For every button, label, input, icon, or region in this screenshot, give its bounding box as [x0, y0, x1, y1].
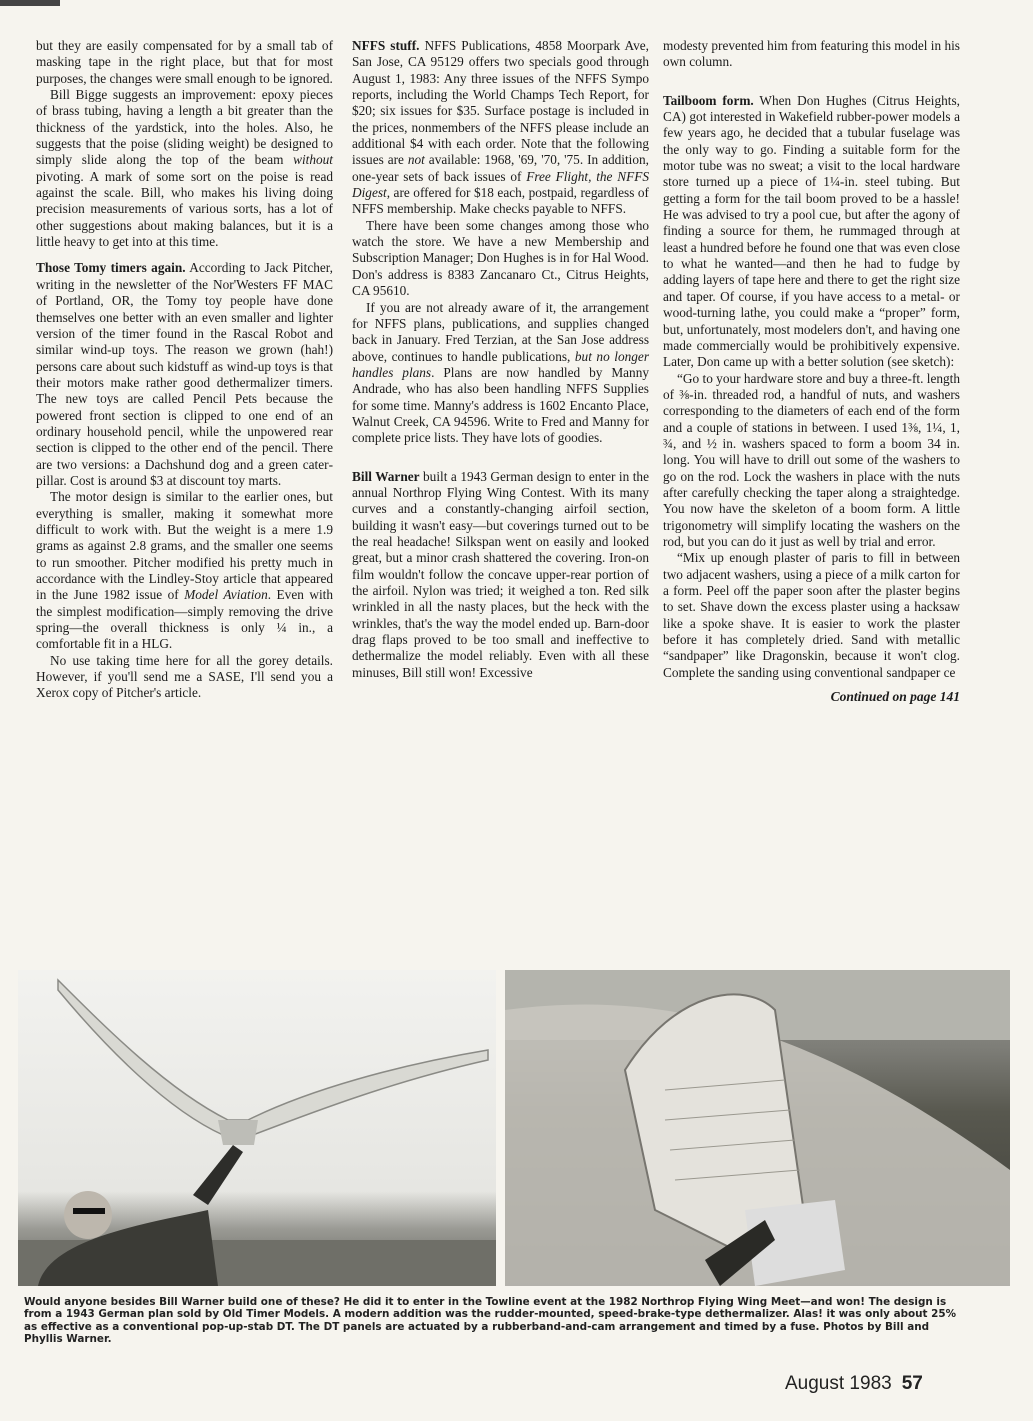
- text-run: NFFS Publications, 4858 Moorpark Ave, San Jose, CA 95129 offers two specials good through August 1, 1983: Any three issues of the NFFS Sympo reports, including the World Champs Tech Report, for $20; six issues for $35. Surface postage is included in the prices, nonmembers of the NFFS please include an additional $4 with each order. Note that the following issues are: [352, 38, 649, 168]
- paragraph: [352, 300, 649, 447]
- text-run: , are offered for $18 each, postpaid, regardless of NFFS membership. Make checks payable to NFFS.: [352, 185, 649, 217]
- text-run: . Plans are now handled by Manny Andrade, who has also been handling NFFS Supplies for some time. Manny's address is 1602 Encanto Place, Walnut Creek, CA 94596. Write to Fred and Manny for complete price lists. They have lots of goodies.: [352, 364, 649, 446]
- paragraph: [36, 260, 333, 489]
- page-number: 57: [901, 1373, 923, 1394]
- text-run: If you are not already aware of it, the arrangement for NFFS plans, publications, and supplies changed back in January. Fred Terzian, at the San Jose address above, continues to handle publications,: [352, 299, 649, 364]
- paragraph: [352, 469, 649, 681]
- text-run: built a 1943 German design to enter in the annual Northrop Flying Wing Contest. With its many curves and a constantly-changing airfoil section, building it wasn't easy—but coverings turned out to be the real headache! Silkspan went on easily and looked great, but a minor crash shattered the covering. Iron-on film wouldn't follow the concave upper-rear portion of the airfoil. Nylon was tried; it weighed a ton. Red silk wrinkled in all the nasty places, but the heck with the wrinkles, that's the way the model ended up. Barn-door drag flaps proved to be too small and ineffective to dethermalize the model reliably. Even with all these minuses, Bill still won! Excessive: [352, 468, 649, 680]
- text-run: When Don Hughes (Citrus Heights, CA) got interested in Wakefield rubber-power models a few years ago, he decided that a tubular fuselage was the only way to go. Finding a suitable form for the motor tube was no sweat; a visit to the local hardware store turned up a piece of 1¼-in. steel tubing. But getting a form for the tail boom proved to be a hassle! He was advised to try a pool cue, but after the agony of finding a source for them, he rummaged through at least a hundred before he found one that was even close to what he wanted—and then he had to fudge by adding layers of tape here and there to get the right size and taper. Of course, if you have access to a metal- or wood-turning lathe, you could make a “proper” form, but, unfortunately, most modelers don't, and having one made commercially would be prohibitively expensive. Later, Don came up with a better solution (see sketch):: [663, 92, 960, 370]
- text-run: According to Jack Pitcher, writing in the newsletter of the Nor'Westers FF MAC of Portland, OR, the Tomy toy people have done themselves one better with an even smaller and lighter version of the timer found in the Rascal Robot and similar wind-up toys. The reason we grown (hah!) persons care about such kidstuff as wind-up toys is that their motors make rather good dethermalizer timers. The new toys are called Pencil Pets because the powered front section is clipped to one end of an ordinary household pencil, while the unpowered rear section is clipped to the other end of the pencil. There are two versions: a Dachshund dog and a green caterpillar. Cost is around $3 at discount toy marts.: [36, 260, 333, 488]
- section-heading: Bill Warner: [352, 468, 420, 484]
- paragraph: [663, 550, 960, 681]
- text-run: The motor design is similar to the earlier ones, but everything is smaller, making it somewhat more difficult to work with. But the weight is a mere 1.9 grams as against 2.8 grams, and the smaller one seems to run smoother. Pitcher modified his pretty much in accordance with the Lindley-Stoy article that appeared in the June 1982 issue of: [36, 489, 333, 603]
- text-run: No use taking time here for all the gorey details. However, if you'll send me a SASE, I'll send you a Xerox copy of Pitcher's article.: [36, 652, 333, 701]
- paragraph: [352, 218, 649, 300]
- text-run: but they are easily compensated for by a small tab of masking tape in the right place, but that for most purposes, the changes were small enough to be ignored.: [36, 38, 333, 86]
- text-run: There have been some changes among those who watch the store. We have a new Membership and Subscription Manager; Don Hughes is in for Hal Wood. Don's address is 8383 Zancanaro Ct., Citrus Heights, CA 95610.: [352, 217, 649, 299]
- text-run: “Go to your hardware store and buy a three-ft. length of ⅜-in. threaded rod, a handful of nuts, and washers corresponding to the diameters of each end of the form and a couple of stations in between. I used 1⅜, 1¼, 1, ¾, and ½ in. washers spaced to form a boom 34 in. long. You will have to drill out some of the washers to go on the rod. Lock the washers in place with the nuts after carefully checking the taper along a straightedge. You now have the skeleton of a boom form. A little trigonometry will simplify locating the washers on the rod, but you can do it just as well by trial and error.: [663, 370, 960, 549]
- text-column-3: [663, 38, 960, 705]
- issue-date: August 1983: [785, 1373, 892, 1394]
- text-run: “Mix up enough plaster of paris to fill in between two adjacent washers, using a piece of a milk carton for a form. Peel off the paper soon after the plaster begins to set. Shave down the excess plaster using a hacksaw like a spoke shave. It is easier to work the plaster before it has completely dried. Sand with metallic “sandpaper” like Dragonskin, because it won't clog. Complete the sanding using conventional sandpaper ce: [663, 550, 960, 680]
- paragraph: [36, 87, 333, 250]
- paragraph: [36, 653, 333, 702]
- paragraph: [663, 93, 960, 371]
- text-run: Free Flight, the NFFS Digest: [352, 168, 650, 201]
- text-run: available: 1968, '69, '70, '75. In addition, one-year sets of back issues of: [352, 152, 649, 184]
- paragraph: [36, 489, 333, 652]
- photo-caption: Would anyone besides Bill Warner build one of these? He did it to enter in the Towline event at the 1982 Northrop Flying Wing Meet—and won! The design is from a 1943 German plan sold by Old Timer Models. A modern addition was the rudder-mounted, speed-brake-type dethermalizer. Alas! it was only about 25% as effective as a conventional pop-up-stab DT. The DT panels are actuated by a rubberband-and-cam arrangement and timed by a fuse. Photos by Bill and Phyllis Warner.: [24, 1296, 957, 1346]
- paragraph: [352, 38, 649, 218]
- text-run: pivoting. A mark of some sort on the poise is read against the scale. Bill, who makes his living doing precision measurements of various sorts, has a lot of other suggestions about making balances, but it is a little heavy to get into at this time.: [36, 168, 333, 250]
- section-heading: Those Tomy timers again.: [36, 260, 186, 276]
- text-column-1: [36, 38, 333, 702]
- text-run: Bill Bigge suggests an improvement: epoxy pieces of brass tubing, having a length a bit greater than the thickness of the yardstick, into the holes. Also, he suggests that the poise (sliding weight) be designed to simply slide along the top of the beam: [36, 87, 333, 168]
- page-footer: [785, 1373, 923, 1395]
- text-run: Model Aviation: [184, 587, 268, 603]
- scan-edge-mark: [0, 0, 60, 6]
- text-run: but no longer handles plans: [352, 348, 649, 380]
- section-heading: Tailboom form.: [663, 92, 754, 108]
- text-column-2: [352, 38, 649, 681]
- section-heading: NFFS stuff.: [352, 38, 420, 53]
- text-run: not: [407, 152, 425, 168]
- paragraph: [663, 371, 960, 551]
- paragraph: [36, 38, 333, 87]
- text-run: without: [293, 152, 333, 168]
- photo-flying-wing-closeup: [505, 970, 1010, 1286]
- continued-notice: Continued on page 141: [830, 689, 960, 705]
- photo-man-launching-flying-wing: [18, 970, 496, 1286]
- text-run: modesty prevented him from featuring this model in his own column.: [663, 38, 960, 70]
- text-run: . Even with the simplest modification—simply removing the drive spring—the overall thickness is only ¼ in., a comfortable fit in a HLG.: [36, 587, 334, 652]
- paragraph: [663, 38, 960, 71]
